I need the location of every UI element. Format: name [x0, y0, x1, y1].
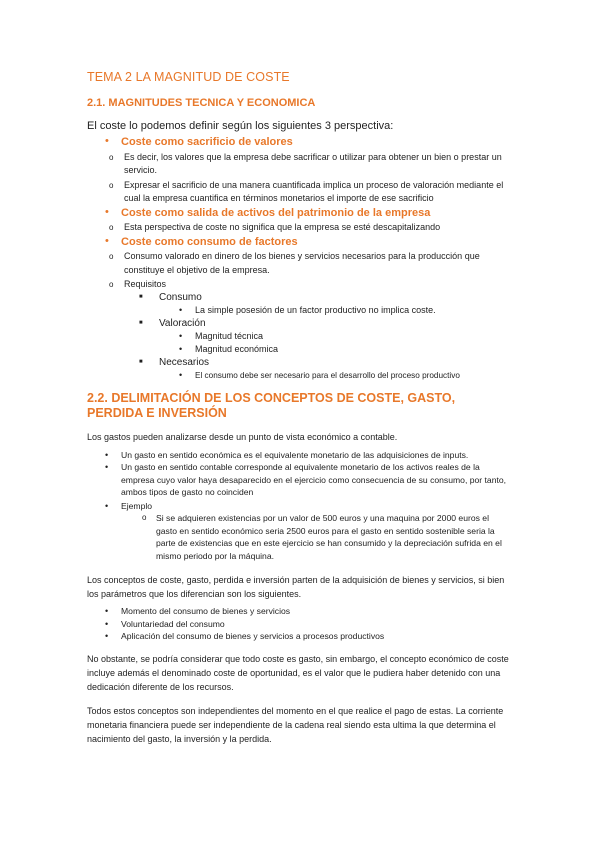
bullet-icon: •	[105, 135, 109, 147]
list-item: • Voluntariedad del consumo	[105, 618, 225, 629]
list-item	[87, 278, 512, 382]
perspective-item	[87, 206, 512, 234]
perspective-label: Coste como sacrificio de valores	[121, 136, 293, 148]
list-item: o Si se adquieren existencias por un valor de 500 euros y una maquina por 2000 euros el gasto en sentido económico seria 2500 euros para el gasto en sentido sostenible seria la parte de existencias que en este ejercicio se han consumido y la depreciación sufrida en el mismo periodo por la máquina.	[142, 513, 502, 561]
bullet-icon: •	[105, 631, 109, 642]
perspective-item	[87, 135, 512, 205]
requisitos-label: Requisitos	[124, 279, 167, 290]
list-item: • Un gasto en sentido contable corresponde al equivalente monetario de los activos reales de la empresa cuyo valor haya desaparecido en el ejercicio como consecuencia de su consumo, por tanto, ambos tipos de gasto no coinciden	[105, 462, 507, 498]
paragraph: No obstante, se podría considerar que todo coste es gasto, sin embargo, el concepto económico de coste incluye además el denominado coste de oportunidad, es el valor que le pudiera haber detenido con una dedicación diferente de los recursos.	[87, 653, 509, 693]
section-intro: El coste lo podemos definir según los siguientes 3 perspectiva:	[87, 120, 394, 132]
section-heading-2-1: 2.1. MAGNITUDES TECNICA Y ECONOMICA	[87, 97, 316, 109]
list-item: • Ejemplo o Si se adquieren existencias por un valor de 500 euros y una maquina por 2000 euros el gasto en sentido económico seria 2500 euros para el gasto en sentido sostenible seria la parte de existencias que en este ejercicio se han consumido y la depreciación sufrida en el mismo periodo por la máquina.	[87, 500, 512, 563]
square-bullet-icon: ■	[139, 359, 143, 366]
requisito-item: ■ Necesarios • El consumo debe ser necesario para el desarrollo del proceso productivo	[123, 356, 512, 382]
perspective-label: Coste como consumo de factores	[121, 236, 298, 249]
paragraph: Todos estos conceptos son independientes del momento en el que realice el pago de estas. La corriente monetaria financiera puede ser independiente de la cadena real siendo esta ultima la que determina el nacimiento del gasto, la inversión y la perdida.	[87, 705, 504, 745]
list-item: • Magnitud económica	[179, 344, 279, 355]
paragraph: Los gastos pueden analizarse desde un punto de vista económico a contable.	[87, 432, 398, 443]
list-item: o Esta perspectiva de coste no significa que la empresa se esté descapitalizando	[87, 221, 512, 234]
list-item: • La simple posesión de un factor productivo no implica coste.	[179, 305, 436, 316]
perspective-item	[87, 235, 512, 382]
circle-bullet-icon: o	[109, 252, 114, 262]
bullet-icon: •	[105, 449, 109, 460]
circle-bullet-icon: o	[109, 153, 114, 162]
perspective-label: Coste como salida de activos del patrimonio de la empresa	[121, 207, 431, 220]
list-item: • Momento del consumo de bienes y servicios	[105, 606, 291, 617]
bullet-icon: •	[105, 500, 109, 511]
list-item: o Es decir, los valores que la empresa debe sacrificar o utilizar para obtener un bien o prestar un servicio.	[109, 152, 502, 176]
section-heading-2-2: 2.2. DELIMITACIÓN DE LOS CONCEPTOS DE COSTE, GASTO, PERDIDA E INVERSIÓN	[87, 391, 456, 421]
bullet-icon: •	[105, 235, 109, 248]
list-item: o Expresar el sacrificio de una manera cuantificada implica un proceso de valoración mediante el cual la empresa cuantifica en términos monetarios el importe de ese sacrificio	[109, 179, 504, 203]
list-item: • Aplicación del consumo de bienes y servicios a procesos productivos	[105, 631, 385, 642]
paragraph: Los conceptos de coste, gasto, perdida e inversión parten de la adquisición de bienes y servicios, si bien los parámetros que los diferencian son los siguientes.	[87, 574, 505, 599]
bullet-icon: •	[179, 331, 183, 342]
bullet-icon: •	[179, 370, 183, 381]
perspectives-list	[87, 135, 512, 382]
document-title: TEMA 2 LA MAGNITUD DE COSTE	[87, 70, 290, 84]
params-list	[87, 605, 512, 643]
bullet-icon: •	[179, 305, 183, 316]
bullet-icon: •	[105, 606, 109, 617]
circle-bullet-icon: o	[142, 513, 147, 523]
bullet-icon: •	[105, 206, 109, 219]
requisito-item: ■ Consumo • La simple posesión de un factor productivo no implica coste.	[123, 291, 512, 317]
circle-bullet-icon: o	[109, 223, 114, 233]
list-item: • Magnitud técnica	[179, 331, 264, 342]
bullet-icon: •	[105, 618, 109, 629]
bullet-icon: •	[105, 462, 109, 473]
circle-bullet-icon: o	[109, 280, 114, 290]
list-item: • Un gasto en sentido económica es el equivalente monetario de las adquisiciones de inputs.	[105, 449, 469, 460]
list-item: • El consumo debe ser necesario para el desarrollo del proceso productivo	[179, 370, 460, 381]
bullet-icon: •	[179, 344, 183, 355]
square-bullet-icon: ■	[139, 320, 143, 327]
gasto-list	[87, 449, 512, 563]
circle-bullet-icon: o	[109, 180, 114, 190]
requisito-item: ■ Valoración • Magnitud técnica • Magnitud económica	[123, 317, 512, 356]
list-item: o Consumo valorado en dinero de los bienes y servicios necesarios para la producción que constituye el objetivo de la empresa.	[109, 251, 480, 275]
square-bullet-icon: ■	[139, 294, 143, 301]
